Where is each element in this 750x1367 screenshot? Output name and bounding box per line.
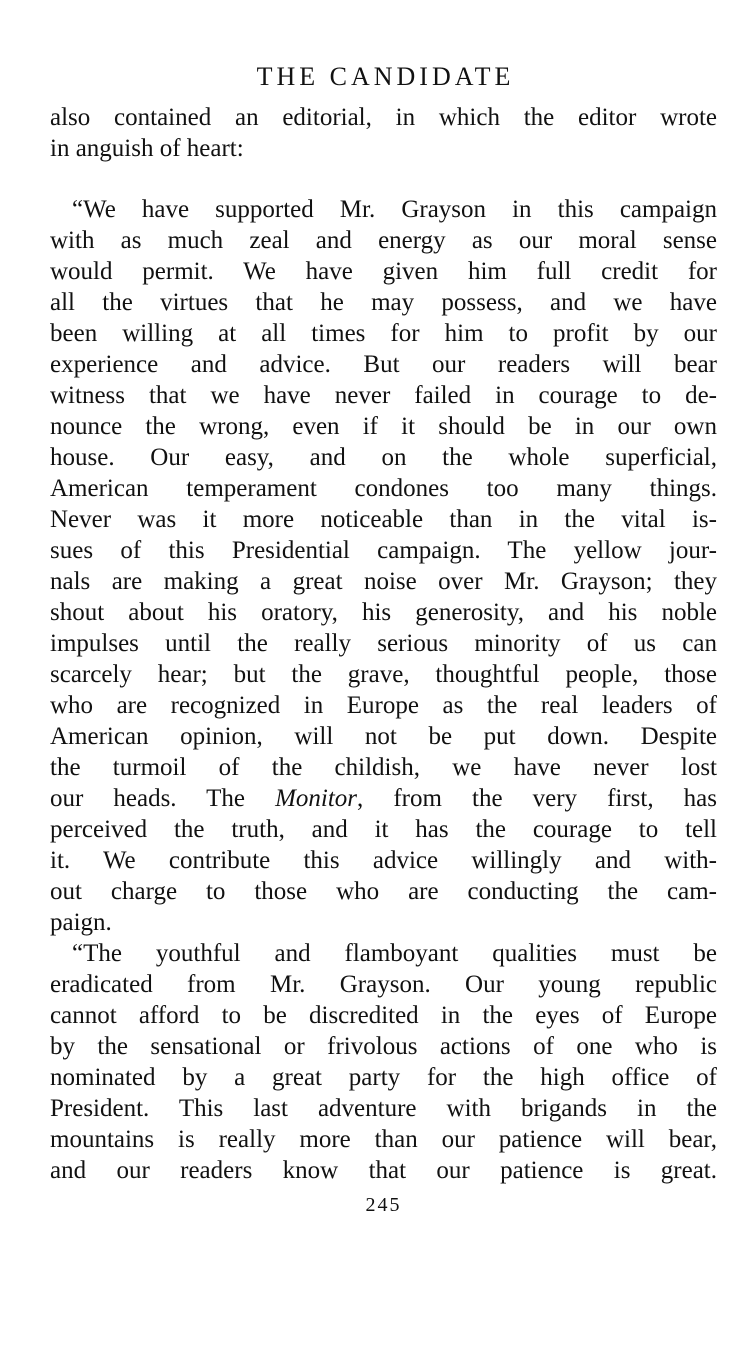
text-line: been willing at all times for him to profit by our bbox=[50, 320, 717, 347]
text-line-monitor bbox=[50, 783, 717, 814]
text-line: mountains is really more than our patience will bear, bbox=[50, 1126, 717, 1153]
text-line: all the virtues that he may possess, and we have bbox=[50, 289, 717, 316]
text-line: in anguish of heart: bbox=[50, 135, 244, 162]
text-line: paign. bbox=[50, 909, 112, 936]
text-line: nals are making a great noise over Mr. Grayson; they bbox=[50, 568, 717, 595]
running-title: THE CANDIDATE bbox=[256, 62, 515, 91]
text-line: perceived the truth, and it has the courage to tell bbox=[50, 816, 717, 843]
text-line: American temperament condones too many things. bbox=[50, 475, 717, 502]
text-line: President. This last adventure with brigands in the bbox=[50, 1095, 717, 1122]
text-line: American opinion, will not be put down. Despite bbox=[50, 723, 717, 750]
text-line: nounce the wrong, even if it should be in our own bbox=[50, 413, 717, 440]
text-line: the turmoil of the childish, we have never lost bbox=[50, 754, 717, 781]
text-line: shout about his oratory, his generosity, and his noble bbox=[50, 599, 717, 626]
text-line: Never was it more noticeable than in the vital is- bbox=[50, 506, 717, 533]
text-line: “The youthful and flamboyant qualities must be bbox=[72, 940, 717, 967]
editorial-quote-paragraph-2 bbox=[50, 938, 717, 1186]
text-line: experience and advice. But our readers will bear bbox=[50, 351, 717, 378]
intro-paragraph bbox=[50, 102, 717, 164]
text-line: with as much zeal and energy as our moral sense bbox=[50, 227, 717, 254]
text-line: cannot afford to be discredited in the eyes of Europe bbox=[50, 1002, 717, 1029]
monitor-title: Monitor bbox=[275, 785, 358, 812]
paragraph-gap bbox=[50, 164, 717, 194]
text-line: house. Our easy, and on the whole superficial, bbox=[50, 444, 717, 471]
text-line: it. We contribute this advice willingly and with- bbox=[50, 847, 717, 874]
text-line: witness that we have never failed in courage to de- bbox=[50, 382, 717, 409]
monitor-line-before: our heads. The bbox=[50, 785, 276, 812]
monitor-line-after: , from the very first, has bbox=[357, 785, 717, 812]
text-line: out charge to those who are conducting the cam- bbox=[50, 878, 717, 905]
editorial-quote-paragraph-1 bbox=[50, 194, 717, 938]
page-number: 245 bbox=[365, 1194, 402, 1216]
text-line: also contained an editorial, in which the editor wrote bbox=[50, 104, 717, 131]
text-line: who are recognized in Europe as the real leaders of bbox=[50, 692, 717, 719]
text-line: sues of this Presidential campaign. The yellow jour- bbox=[50, 537, 717, 564]
text-line: would permit. We have given him full credit for bbox=[50, 258, 717, 285]
book-page bbox=[50, 56, 717, 1220]
text-line: eradicated from Mr. Grayson. Our young republic bbox=[50, 971, 717, 998]
text-line: impulses until the really serious minority of us can bbox=[50, 630, 717, 657]
text-line: by the sensational or frivolous actions of one who is bbox=[50, 1033, 717, 1060]
text-line: “We have supported Mr. Grayson in this campaign bbox=[72, 196, 717, 223]
text-line: scarcely hear; but the grave, thoughtful people, those bbox=[50, 661, 717, 688]
text-line: nominated by a great party for the high office of bbox=[50, 1064, 717, 1091]
text-line: and our readers know that our patience is great. bbox=[50, 1157, 717, 1184]
